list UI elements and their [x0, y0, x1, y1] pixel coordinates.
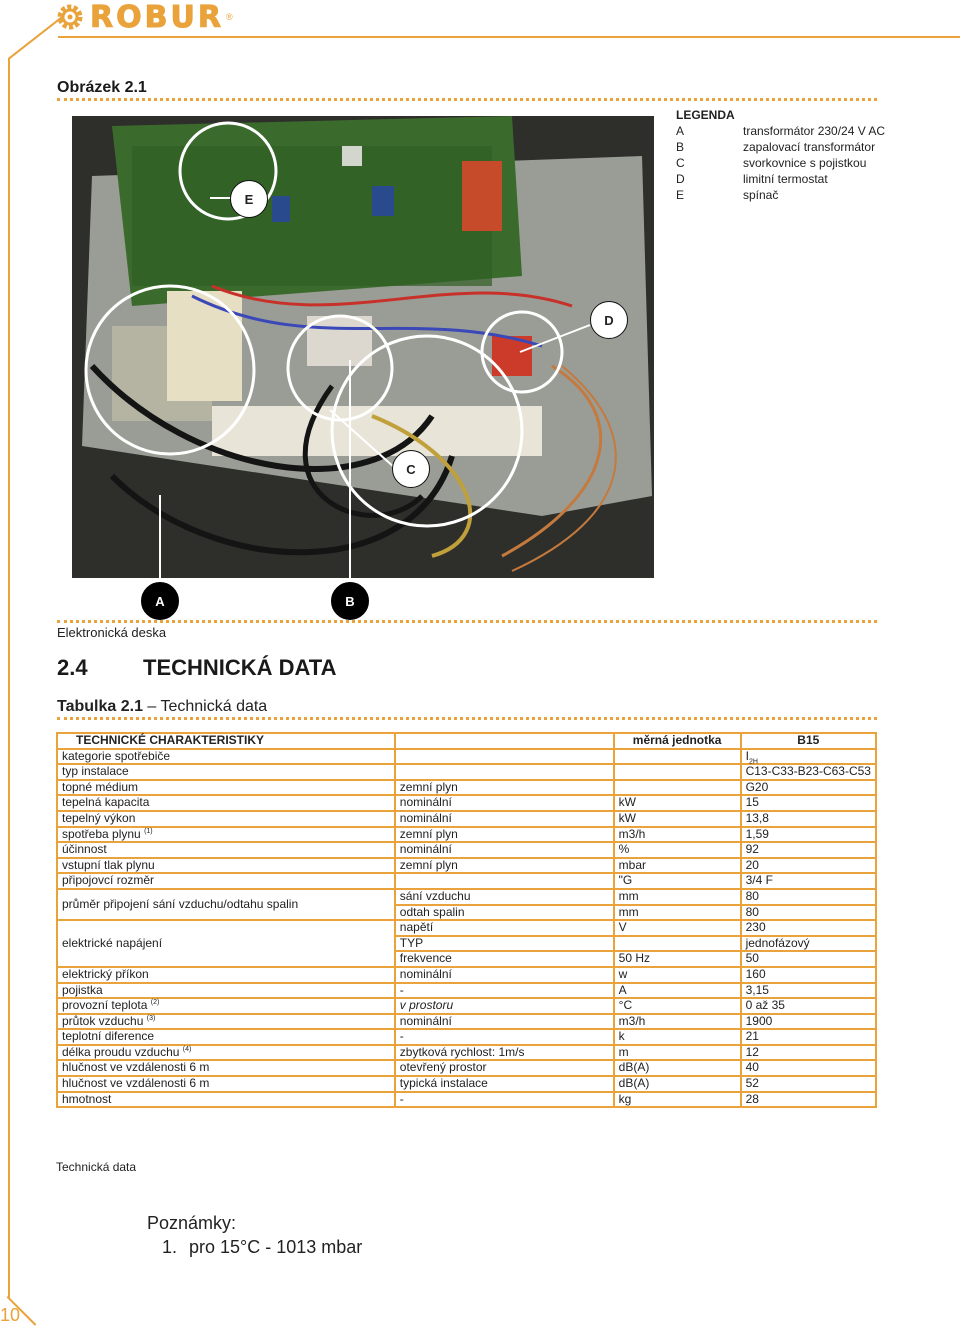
table-row: teplotní diference - k 21	[57, 1029, 876, 1045]
legend-item: B zapalovací transformátor	[676, 140, 876, 154]
technical-data-table	[56, 732, 877, 1108]
callout-d: D	[590, 301, 628, 339]
legend-item: E spínač	[676, 188, 779, 202]
notes	[147, 1211, 374, 1259]
figure-caption: Elektronická deska	[57, 625, 167, 640]
table-row: kategorie spotřebiče $I_{2H}$	[57, 749, 876, 765]
callout-c: C	[392, 450, 430, 488]
table-row: průměr připojení sání vzduchu/odtahu spalin sání vzduchu mm 80	[57, 889, 876, 905]
table-row: odtah spalin mm 80	[57, 905, 876, 921]
legend-item: C svorkovnice s pojistkou	[676, 156, 867, 170]
page-number: 10	[0, 1305, 21, 1325]
section-number: 2.4	[57, 655, 88, 680]
callout-b: B	[331, 582, 369, 620]
table-row: spotřeba plynu $^{(1)}$ zemní plyn m3/h 1,59	[57, 827, 876, 843]
divider	[57, 717, 877, 720]
divider	[57, 620, 877, 623]
table-caption: Technická data	[56, 1160, 137, 1174]
table-row: vstupní tlak plynu zemní plyn mbar 20	[57, 858, 876, 874]
table-header-row: TECHNICKÉ CHARAKTERISTIKY měrná jednotka B15	[57, 733, 876, 749]
table-row: TYP jednofázový	[57, 936, 876, 952]
table-row: délka proudu vzduchu $^{(4)}$ zbytková rychlost: 1m/s m 12	[57, 1045, 876, 1061]
table-row: hlučnost ve vzdálenosti 6 m typická instalace dB(A) 52	[57, 1076, 876, 1092]
table-row: frekvence 50 Hz 50	[57, 951, 876, 967]
legend-title: LEGENDA	[676, 108, 735, 122]
section-title: TECHNICKÁ DATA	[143, 655, 337, 680]
table-row: hlučnost ve vzdálenosti 6 m otevřený prostor dB(A) 40	[57, 1060, 876, 1076]
table-row: průtok vzduchu $^{(3)}$ nominální m3/h 1900	[57, 1014, 876, 1030]
table-row: tepelná kapacita nominální kW 15	[57, 795, 876, 811]
legend-item: A transformátor 230/24 V AC	[676, 124, 886, 138]
table-row: hmotnost - kg 28	[57, 1092, 876, 1108]
table-row: typ instalace C13-C33-B23-C63-C53	[57, 764, 876, 780]
table-row: topné médium zemní plyn G20	[57, 780, 876, 796]
note-item: 1. pro 15°C - 1013 mbar	[162, 1237, 363, 1257]
table-title: Tabulka 2.1 – Technická data	[57, 698, 268, 715]
legend-item: D limitní termostat	[676, 172, 828, 186]
notes-title: Poznámky:	[147, 1213, 237, 1233]
table-row: elektrické napájení napětí V 230	[57, 920, 876, 936]
callout-e: E	[230, 180, 268, 218]
table-row: provozní teplota $^{(2)}$ v prostoru °C 0 až 35	[57, 998, 876, 1014]
registered-mark: ®	[225, 12, 233, 22]
figure-title: Obrázek 2.1	[57, 79, 147, 96]
section-heading	[57, 655, 337, 681]
table-row: pojistka - A 3,15	[57, 983, 876, 999]
logo-text: ROBUR	[90, 0, 224, 35]
table-row: účinnost nominální % 92	[57, 842, 876, 858]
callout-a: A	[141, 582, 179, 620]
table-row: tepelný výkon nominální kW 13,8	[57, 811, 876, 827]
callout-lines	[0, 0, 960, 640]
table-row: elektrický příkon nominální w 160	[57, 967, 876, 983]
table-row: připojovcí rozměr "G 3/4 F	[57, 873, 876, 889]
